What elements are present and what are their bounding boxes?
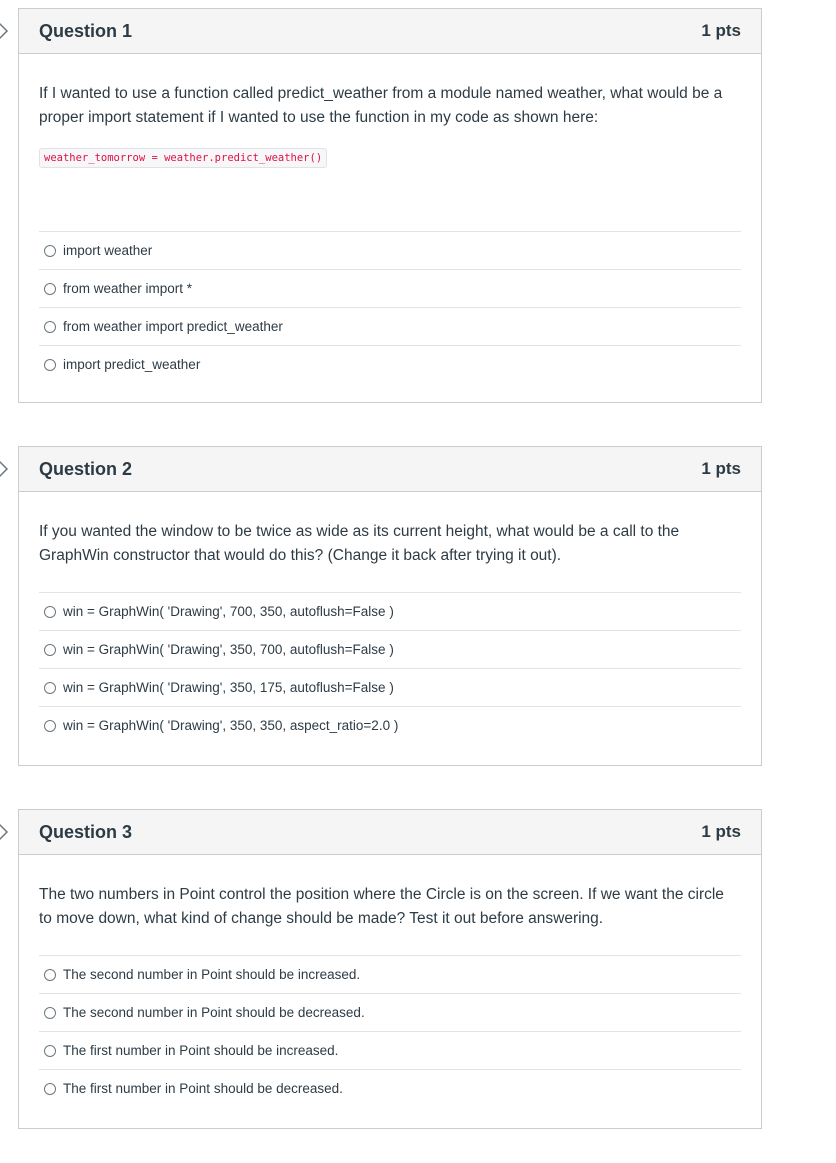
answer-label: The second number in Point should be decreased. bbox=[63, 1005, 365, 1020]
radio-button[interactable] bbox=[44, 1007, 56, 1019]
radio-button[interactable] bbox=[44, 682, 56, 694]
radio-button[interactable] bbox=[44, 245, 56, 257]
answer-option[interactable] bbox=[39, 707, 741, 744]
answer-label: from weather import * bbox=[63, 281, 193, 296]
radio-button[interactable] bbox=[44, 359, 56, 371]
answer-option[interactable] bbox=[39, 346, 741, 383]
question-body bbox=[19, 54, 761, 403]
answer-option[interactable] bbox=[39, 994, 741, 1032]
question-points: 1 pts bbox=[701, 822, 741, 841]
radio-button[interactable] bbox=[44, 1083, 56, 1095]
radio-button[interactable] bbox=[44, 720, 56, 732]
code-snippet: weather_tomorrow = weather.predict_weather() bbox=[39, 148, 327, 168]
answer-option[interactable] bbox=[39, 631, 741, 669]
answer-list bbox=[39, 231, 741, 383]
answer-label: win = GraphWin( 'Drawing', 350, 700, autoflush=False ) bbox=[63, 642, 394, 657]
radio-button[interactable] bbox=[44, 1045, 56, 1057]
answer-option[interactable] bbox=[39, 593, 741, 631]
answer-option[interactable] bbox=[39, 1032, 741, 1070]
question-header bbox=[19, 9, 761, 54]
radio-button[interactable] bbox=[44, 606, 56, 618]
question-header bbox=[19, 447, 761, 492]
answer-label: win = GraphWin( 'Drawing', 350, 175, autoflush=False ) bbox=[63, 680, 394, 695]
answer-label: import predict_weather bbox=[63, 357, 201, 372]
answer-label: The second number in Point should be increased. bbox=[63, 967, 361, 982]
question-body bbox=[19, 492, 761, 764]
question-points: 1 pts bbox=[701, 459, 741, 478]
question-text: If you wanted the window to be twice as wide as its current height, what would be a call to the GraphWin constructor that would do this? (Change it back after trying it out). bbox=[39, 523, 680, 564]
question-body bbox=[19, 855, 761, 1127]
answer-option[interactable] bbox=[39, 270, 741, 308]
question-header bbox=[19, 810, 761, 855]
question-flag-icon[interactable] bbox=[0, 21, 13, 41]
answer-option[interactable] bbox=[39, 669, 741, 707]
question-points: 1 pts bbox=[701, 21, 741, 40]
answer-label: from weather import predict_weather bbox=[63, 319, 283, 334]
answer-option[interactable] bbox=[39, 956, 741, 994]
answer-label: win = GraphWin( 'Drawing', 700, 350, autoflush=False ) bbox=[63, 604, 394, 619]
answer-label: The first number in Point should be decreased. bbox=[63, 1081, 343, 1096]
answer-label: import weather bbox=[63, 243, 153, 258]
answer-list bbox=[39, 592, 741, 744]
question-1 bbox=[18, 8, 762, 403]
answer-option[interactable] bbox=[39, 308, 741, 346]
question-flag-icon[interactable] bbox=[0, 822, 13, 842]
answer-option[interactable] bbox=[39, 232, 741, 270]
answer-label: The first number in Point should be increased. bbox=[63, 1043, 339, 1058]
radio-button[interactable] bbox=[44, 283, 56, 295]
question-title: Question 1 bbox=[39, 20, 133, 41]
question-title: Question 2 bbox=[39, 458, 133, 479]
question-title: Question 3 bbox=[39, 821, 133, 842]
radio-button[interactable] bbox=[44, 321, 56, 333]
answer-label: win = GraphWin( 'Drawing', 350, 350, aspect_ratio=2.0 ) bbox=[63, 718, 399, 733]
question-3 bbox=[18, 809, 762, 1129]
question-text: If I wanted to use a function called predict_weather from a module named weather, what would be a proper import statement if I wanted to use the function in my code as shown here: bbox=[39, 85, 723, 126]
radio-button[interactable] bbox=[44, 644, 56, 656]
question-flag-icon[interactable] bbox=[0, 459, 13, 479]
radio-button[interactable] bbox=[44, 969, 56, 981]
question-2 bbox=[18, 446, 762, 766]
question-text: The two numbers in Point control the position where the Circle is on the screen. If we want the circle to move down, what kind of change should be made? Test it out before answering. bbox=[39, 886, 724, 927]
answer-list bbox=[39, 955, 741, 1107]
answer-option[interactable] bbox=[39, 1070, 741, 1107]
